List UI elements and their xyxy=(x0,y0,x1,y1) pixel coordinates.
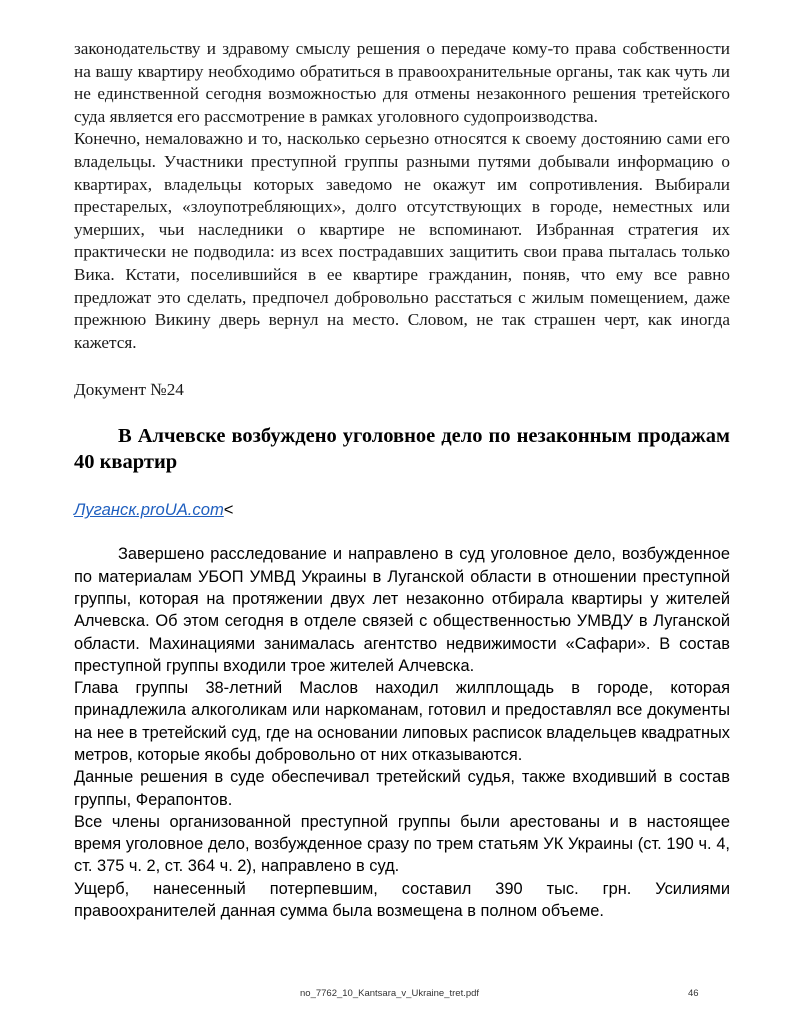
document-page xyxy=(74,38,730,922)
continued-text xyxy=(74,38,730,354)
paragraph: законодательству и здравому смыслу решения о передаче кому-то права собственности на вашу квартиру необходимо обратиться в правоохранительные органы, так как чуть ли не единственной сегодня возможностью для отмены незаконного решения третейского суда является его рассмотрение в рамках уголовного судопроизводства. xyxy=(74,39,730,126)
source-line xyxy=(74,499,730,521)
source-link[interactable]: Луганск.proUA.com xyxy=(74,500,224,520)
article-body xyxy=(74,543,730,922)
paragraph: Данные решения в суде обеспечивал третейский судья, также входивший в состав группы, Ферапонтов. xyxy=(74,768,730,809)
paragraph: Ущерб, нанесенный потерпевшим, составил 390 тыс. грн. Усилиями правоохранителей данная сумма была возмещена в полном объеме. xyxy=(74,879,730,921)
document-label: Документ №24 xyxy=(74,380,184,400)
source-suffix: < xyxy=(223,500,234,520)
footer-page-number: 46 xyxy=(688,988,699,999)
article-headline: В Алчевске возбуждено уголовное дело по незаконным продажам 40 квартир xyxy=(74,425,730,474)
paragraph: Все члены организованной преступной группы были арестованы и в настоящее время уголовное дело, возбужденное сразу по трем статьям УК Украины (ст. 190 ч. 4, ст. 375 ч. 2, ст. 364 ч. 2), направлено в суд. xyxy=(74,812,730,876)
paragraph: Конечно, немаловажно и то, насколько серьезно относятся к своему достоянию сами его владельцы. Участники преступной группы разными путями добывали информацию о квартирах, владельцы которых заведомо не окажут им сопротивления. Выбирали престарелых, «злоупотребляющих», долго отсутствующих в городе, неместных или умерших, чьи наследники о квартире не вспоминают. Избранная стратегия их практически не подводила: из всех пострадавших защитить свои права пыталась только Вика. Кстати, поселившийся в ее квартире гражданин, поняв, что ему все равно предложат это сделать, предпочел добровольно расстаться с жилым помещением, даже прежнюю Викину дверь вернул на место. Словом, не так страшен черт, как иногда кажется. xyxy=(74,129,730,352)
paragraph: Глава группы 38-летний Маслов находил жилплощадь в городе, которая принадлежила алкоголикам или наркоманам, готовил и предоставлял все документы на нее в третейский суд, где на основании липовых расписок владельцев квадратных метров, которые якобы добровольно от них отказываются. xyxy=(74,679,730,764)
paragraph: Завершено расследование и направлено в суд уголовное дело, возбужденное по материалам УБОП УМВД Украины в Луганской области в отношении преступной группы, которая на протяжении двух лет незаконно отбирала квартиры у жителей Алчевска. Об этом сегодня в отделе связей с общественностью УМВДУ в Луганской области. Махинациями занималась агентство недвижимости «Сафари». В состав преступной группы входили трое жителей Алчевска. xyxy=(74,545,730,675)
footer-filename: no_7762_10_Kantsara_v_Ukraine_tret.pdf xyxy=(300,988,480,999)
